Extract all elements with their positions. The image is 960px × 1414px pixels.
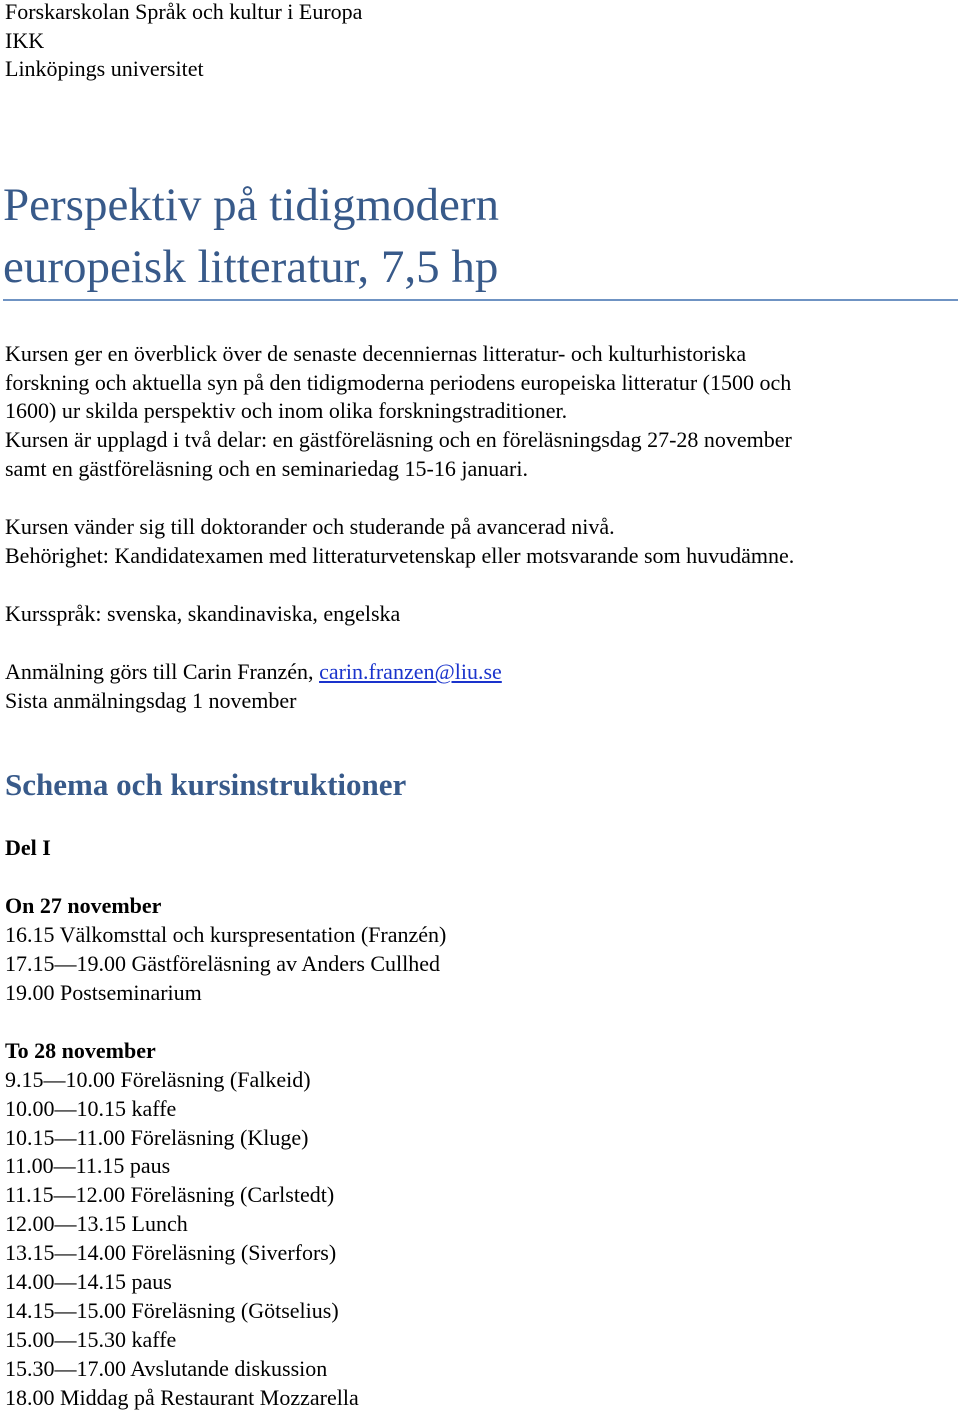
- schedule-heading: Schema och kursinstruktioner: [5, 767, 407, 802]
- schedule-item: 16.15 Välkomsttal och kurspresentation (Franzén): [5, 922, 447, 947]
- schedule-item: 17.15—19.00 Gästföreläsning av Anders Cullhed: [5, 951, 441, 976]
- institution-name: Forskarskolan Språk och kultur i Europa: [5, 0, 363, 24]
- schedule-item: 11.00—11.15 paus: [5, 1153, 171, 1178]
- day-heading: On 27 november: [5, 893, 162, 918]
- schedule-item: 12.00—13.15 Lunch: [5, 1211, 188, 1236]
- intro-line: samt en gästföreläsning och en seminariedag 15-16 januari.: [5, 456, 528, 481]
- intro-line: Kursen ger en överblick över de senaste decenniernas litteratur- och kulturhistoriska: [5, 341, 747, 366]
- schedule-item: 14.15—15.00 Föreläsning (Götselius): [5, 1298, 339, 1323]
- schedule-item: 13.15—14.00 Föreläsning (Siverfors): [5, 1240, 337, 1265]
- part-heading: Del I: [5, 835, 51, 860]
- intro-line: 1600) ur skilda perspektiv och inom olika forskningstraditioner.: [5, 398, 568, 423]
- schedule-item: 18.00 Middag på Restaurant Mozzarella: [5, 1385, 359, 1410]
- title-divider: [3, 299, 958, 301]
- intro-line: Kursen är upplagd i två delar: en gästföreläsning och en föreläsningsdag 27-28 november: [5, 427, 792, 452]
- registration-line: [5, 657, 502, 686]
- schedule-item: 11.15—12.00 Föreläsning (Carlstedt): [5, 1182, 335, 1207]
- course-title-line-1: Perspektiv på tidigmodern: [3, 179, 500, 231]
- schedule-item: 10.15—11.00 Föreläsning (Kluge): [5, 1125, 309, 1150]
- audience-text: Kursen vänder sig till doktorander och studerande på avancerad nivå.: [5, 514, 615, 539]
- eligibility-text: Behörighet: Kandidatexamen med litteraturvetenskap eller motsvarande som huvudämne.: [5, 543, 795, 568]
- intro-line: forskning och aktuella syn på den tidigmoderna periodens europeiska litteratur (1500 och: [5, 370, 792, 395]
- schedule-item: 9.15—10.00 Föreläsning (Falkeid): [5, 1067, 311, 1092]
- schedule-item: 19.00 Postseminarium: [5, 980, 202, 1005]
- schedule-item: 14.00—14.15 paus: [5, 1269, 172, 1294]
- course-title-line-2: europeisk litteratur, 7,5 hp: [3, 241, 499, 293]
- department-name: IKK: [5, 28, 45, 53]
- registration-text: Anmälning görs till Carin Franzén,: [5, 659, 320, 684]
- day-heading: To 28 november: [5, 1038, 156, 1063]
- registration-deadline: Sista anmälningsdag 1 november: [5, 688, 297, 713]
- schedule-item: 10.00—10.15 kaffe: [5, 1096, 177, 1121]
- schedule-item: 15.00—15.30 kaffe: [5, 1327, 177, 1352]
- course-language: Kursspråk: svenska, skandinaviska, engelska: [5, 601, 401, 626]
- schedule-item: 15.30—17.00 Avslutande diskussion: [5, 1356, 328, 1381]
- university-name: Linköpings universitet: [5, 56, 204, 81]
- email-link[interactable]: carin.franzen@liu.se: [319, 659, 502, 684]
